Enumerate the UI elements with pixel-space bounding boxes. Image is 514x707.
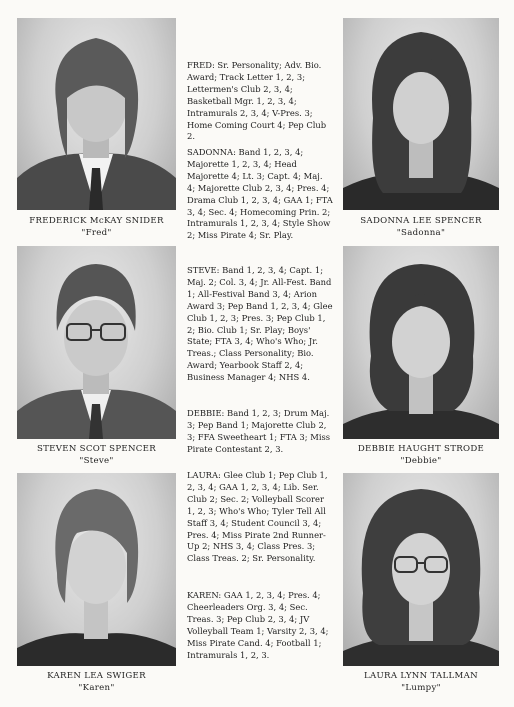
caption-karen-swiger <box>10 670 183 694</box>
student-name: KAREN LEA SWIGER <box>47 671 146 681</box>
photo-sadonna-spencer <box>343 18 499 210</box>
student-nickname: "Karen" <box>78 683 115 693</box>
student-name: SADONNA LEE SPENCER <box>360 216 482 226</box>
photo-frederick-snider <box>17 18 176 210</box>
photo-karen-swiger <box>17 473 176 666</box>
bio-sadonna: SADONNA: Band 1, 2, 3, 4; Majorette 1, 2, 3, 4; Head Majorette 4; Lt. 3; Capt. 4; Maj. 4; Majorette Club 2, 3, 4; Pres. 4; Drama Club 1, 2, 3, 4; GAA 1; FTA 3, 4; Sec. 4; Homecoming Prin. 2; Intramurals 1, 2, 3, 4; Style Show 2; Miss Pirate 4; Sr. Play. <box>187 147 333 241</box>
student-nickname: "Debbie" <box>400 456 442 466</box>
student-name: LAURA LYNN TALLMAN <box>364 671 478 681</box>
bio-steve: STEVE: Band 1, 2, 3, 4; Capt. 1; Maj. 2; Col. 3, 4; Jr. All-Fest. Band 1; All-Festival Band 3, 4; Arion Award 3; Pep Band 1, 2, 3, 4; Glee Club 1, 2, 3; Pres. 3; Pep Club 1, 2; Bio. Club 1; Sr. Play; Boys' State; FTA 3, 4; Who's Who; Jr. Treas.; Class Personality; Bio. Award; Yearbook Staff 2, 4; Business Manager 4; NHS 4. <box>187 265 333 383</box>
caption-sadonna-spencer <box>336 215 506 239</box>
caption-debbie-strode <box>336 443 506 467</box>
photo-debbie-strode <box>343 246 499 439</box>
caption-frederick-snider <box>10 215 183 239</box>
photo-steven-spencer <box>17 246 176 439</box>
bio-debbie: DEBBIE: Band 1, 2, 3; Drum Maj. 3; Pep Band 1; Majorette Club 2, 3; FFA Sweetheart 1; FTA 3; Miss Pirate Contestant 2, 3. <box>187 408 331 454</box>
caption-laura-tallman <box>336 670 506 694</box>
bio-karen: KAREN: GAA 1, 2, 3, 4; Pres. 4; Cheerleaders Org. 3, 4; Sec. Treas. 3; Pep Club 2, 3, 4; JV Volleyball Team 1; Varsity 2, 3, 4; Miss Pirate Cand. 4; Football 1; Intramurals 1, 2, 3. <box>187 590 329 660</box>
student-name: DEBBIE HAUGHT STRODE <box>357 444 485 454</box>
student-name: STEVEN SCOT SPENCER <box>36 444 157 454</box>
student-nickname: "Lumpy" <box>401 683 441 693</box>
student-nickname: "Fred" <box>81 228 112 238</box>
bio-fred: FRED: Sr. Personality; Adv. Bio. Award; Track Letter 1, 2, 3; Lettermen's Club 2, 3, 4; Basketball Mgr. 1, 2, 3, 4; Intramurals 2, 3, 4; V-Pres. 3; Home Coming Court 4; Pep Club 2. <box>187 60 327 142</box>
student-name: FREDERICK McKAY SNIDER <box>29 216 164 226</box>
student-nickname: "Sadonna" <box>396 228 446 238</box>
bio-laura: LAURA: Glee Club 1; Pep Club 1, 2, 3, 4; GAA 1, 2, 3, 4; Lib. Ser. Club 2; Sec. 2; Volleyball Scorer 1, 2, 3; Who's Who; Tyler Tell All Staff 3, 4; Student Council 3, 4; Pres. 4; Miss Pirate 2nd Runner-Up 2; NHS 3, 4; Class Pres. 3; Class Treas. 2; Sr. Personality. <box>187 470 328 564</box>
student-nickname: "Steve" <box>79 456 114 466</box>
photo-laura-tallman <box>343 473 499 666</box>
caption-steven-spencer <box>10 443 183 467</box>
